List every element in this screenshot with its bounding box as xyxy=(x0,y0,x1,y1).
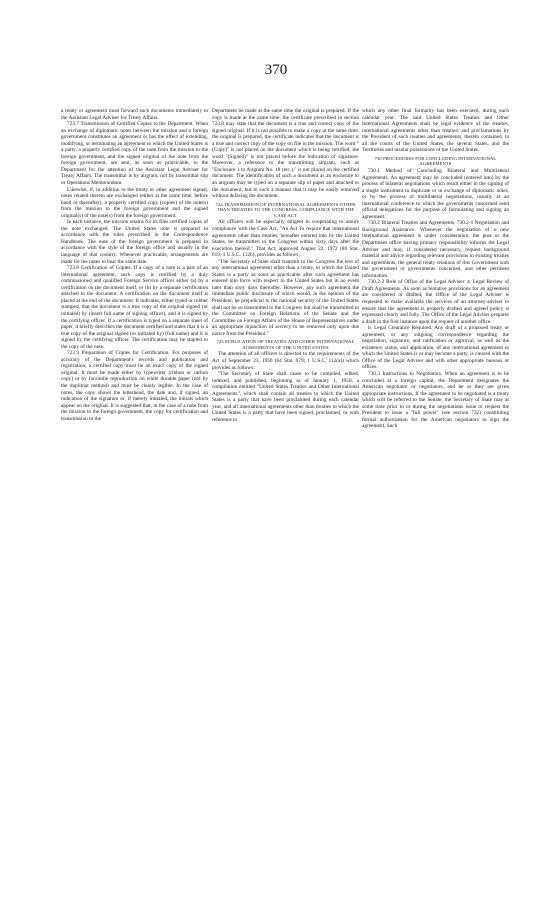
paragraph: "The Secretary of State shall cause to be compiled, edited, indexed, and published, beginning as of January 1, 1950, a compilation entitled "United States Treaties and Other International Agreements", which shall contain all treaties to which the United States is a party that have been proclaimed during each calendar year, and all international agreements other than treaties to which the United States is a party that have been signed, proclaimed, or with reference to xyxy=(212,371,359,423)
paragraph: 723.8 Certification of Copies. If a copy of a note is a part of an international agreement, such copy is certified by a duly commissioned and qualified Foreign Service officer either (a) by a certification on the document itself, or (b) by a separate certification attached to the document. A certification on the document itself is placed at the end of the document. It indicates, either typed or rubber stamped, that the document is a true copy of the original signed (or initialed) by (insert full name of signing officer), and it is signed by the certifying officer. If a certification is typed on a separate sheet of paper, it briefly describes the document certified and states that it is a true copy of the original signed (or initialed by) (full name) and it is signed by the certifying officer. The certification may be stapled to the copy of the note. xyxy=(61,265,208,350)
section-heading: 730 PROCEDURES FOR CONCLUDING INTERNATIONAL AGREEMENTS xyxy=(374,155,497,167)
paragraph: In each instance, the mission retains for its files certified copies of the note exchanged. The United States note is prepared in accordance with the rules prescribed in the Correspondence Handbook. The note of the foreign government is prepared in accordance with the style of the foreign office and usually in the language of that country. Whenever practicable, arrangements are made for the notes to bear the same date. xyxy=(61,219,208,265)
paragraph: Department be made at the same time the original is prepared. If the copy is made at the same time, the certificate prescribed in section 723.8 may state that the document is a true and correct copy of the signed original. If it is not possible to make a copy at the same time, the original is prepared, the certificate indicates that the document is a true and correct copy of the copy on file in the mission. The word "(Copy)" is not placed on the document which is being certified; the word "(Signed)" is not placed before the indication of signature. Moreover, a reference to the transmitting airgram, such as "Enclosure 1 to Airgram No. 18 (etc.)," is not placed on the certified document. The identification of such a document as an enclosure to an airgram may be typed on a separate slip of paper and attached to the document, but in such a manner that it may be easily removed without defacing the document. xyxy=(212,108,359,200)
page-number: 370 xyxy=(264,62,288,78)
paragraph: 730.1 Method of Concluding Bilateral and Multilateral Agreements. An agreement may be concluded (entered into) by the process of bilateral negotiations which result either in the signing of a single instrument in duplicate or in exchange of diplomatic notes, or by the process of multilateral negotiations, usually at an international conference to which the governments concerned send official delegations for the purpose of formulating and signing an agreement. xyxy=(362,168,509,220)
paragraph: The attention of all officers is directed to the requirements of the Act of September 23, 1950 (64 Stat. 979; 1 U.S.C. 112(a)) which provides as follows: xyxy=(212,351,359,371)
section-heading: 725 PUBLICATION OF TREATIES AND OTHER INTERNATIONAL AGREEMENTS OF THE UNITED STATES xyxy=(216,339,355,350)
text-column-1 xyxy=(61,108,208,422)
paragraph: b. Legal Clearance Required. Any draft of a proposed treaty or agreement, or any outgoing correspondence regarding the negotiation, signature, and ratification or approval, as well as the existence, status, and application, of any international agreement to which the United States is or may become a party, is cleared with the Office of the Legal Adviser and with other appropriate bureaus or offices. xyxy=(362,325,509,371)
paragraph: "The Secretary of State shall transmit to the Congress the text of any international agreement other than a treaty, to which the United States is a party as soon as practicable after such agreement has entered into force with respect to the United States but in no event later than sixty days thereafter. However, any such agreement the immediate public disclosure of which would, in the opinion of the President, be prejudicial to the national security of the United States shall not be so transmitted to the Congress but shall be transmitted to the Committee on Foreign Relations of the Senate and the Committee on Foreign Affairs of the House of Representatives under an appropriate injunction of secrecy to be removed only upon due notice from the President." xyxy=(212,258,359,337)
paragraph: All officers will be especially diligent in cooperating to assure compliance with the Case Act, "An Act To require that international agreements other than treaties, hereafter entered into by the United States, be transmitted to the Congress within sixty days after the execution thereof." That Act, approved August 22, 1972 (86 Stat. 619; 1 U.S.C. 112b), provides as follows: xyxy=(212,219,359,259)
paragraph: which any other final formality has been executed, during each calendar year. The said United States Treaties and Other International Agreements shall be legal evidence of the treaties, international agreements other than treaties, and proclamations by the President of such treaties and agreements, therein contained, in all the courts of the United States, the several States, and the Territories and insular possessions of the United States. xyxy=(362,108,509,154)
paragraph: 730.2-2 Role of Office of the Legal Adviser. a. Legal Review of Draft Agreements. As soon as tentative provisions for an agreement are considered or drafted, the Office of the Legal Adviser is requested to make available the services of an attorney-adviser to ensure that the agreement is properly drafted and agreed policy is expressed clearly and fully. The Office of the Legal Adviser prepares a draft in the first instance upon the request of another office. xyxy=(362,279,509,325)
paragraph: Likewise, if, in addition to the treaty or other agreement signed, notes related thereto are exchanged (either at the same time, before hand or thereafter), a properly certified copy (copies) of the note(s) from the mission to the foreign government and the signed original(s) of the note(s) from the foreign government. xyxy=(61,186,208,219)
text-column-2 xyxy=(212,108,359,423)
section-heading: 724 TRANSMISSION OF INTERNATIONAL AGREEMENTS OTHER THAN TREATIES TO THE CONGRESS; COMPLIANCE WITH THE CASE ACT xyxy=(215,201,356,218)
text-column-3 xyxy=(362,108,509,430)
paragraph: a treaty or agreement must forward such documents immediately to the Assistant Legal Adviser for Treaty Affairs. xyxy=(61,108,208,121)
paragraph: 730.3 Instructions to Negotiators. When an agreement is to be concluded at a foreign capital, the Department designates the American negotiator or negotiators, and he or they are given appropriate instructions. If the agreement to be negotiated is a treaty which will be referred to the Senate, the Secretary of State may at some time prior to or during the negotiations issue or request the President to issue a "full power" (see section 732) constituting formal authorization for the American negotiators to sign the agreement. Such xyxy=(362,370,509,430)
paragraph: 723.7 Transmission of Certified Copies to the Department. When an exchange of diplomatic notes between the mission and a foreign government constitutes an agreement or has the effect of extending, modifying, or terminating an agreement to which the United States is a party, a properly certified copy of the note from the mission to the foreign government, and the signed original of the note from the foreign government, are sent, as soon as practicable, to the Department for the attention of the Assistant Legal Adviser for Treaty Affairs. The transmittal is by airgram, not by transmittal slip or Operations Memorandum. xyxy=(61,121,208,187)
paragraph: 730.2 Bilateral Treaties and Agreements. 730.2-1 Negotiation and Background Assistance. Whenever the negotiation of a new international agreement is under consideration, the post or the Department office having primary responsibility informs the Legal Adviser and may, if considered necessary, request background material and advice regarding relevant provisions in existing treaties and agreements, the general treaty relations of this Government with the government or governments concerned, and other pertinent information. xyxy=(362,220,509,279)
paragraph: 723.9 Preparation of Copies for Certification. For purposes of accuracy of the Department's records and publication and registration, a certified copy must be an exact copy of the signed original. It must be made either by typewriter (ribbon or carbon copy) or by facsimile reproduction on white durable paper (not by the duplimat method) and must be clearly legible. In the case of notes, the copy shows the letterhead, the date and, if signed, an indication of the signature or, if merely initialed, the initials which appear on the original. It is suggested that, in the case of a note from the mission to the foreign government, the copy for certification and transmission to the xyxy=(61,350,208,422)
